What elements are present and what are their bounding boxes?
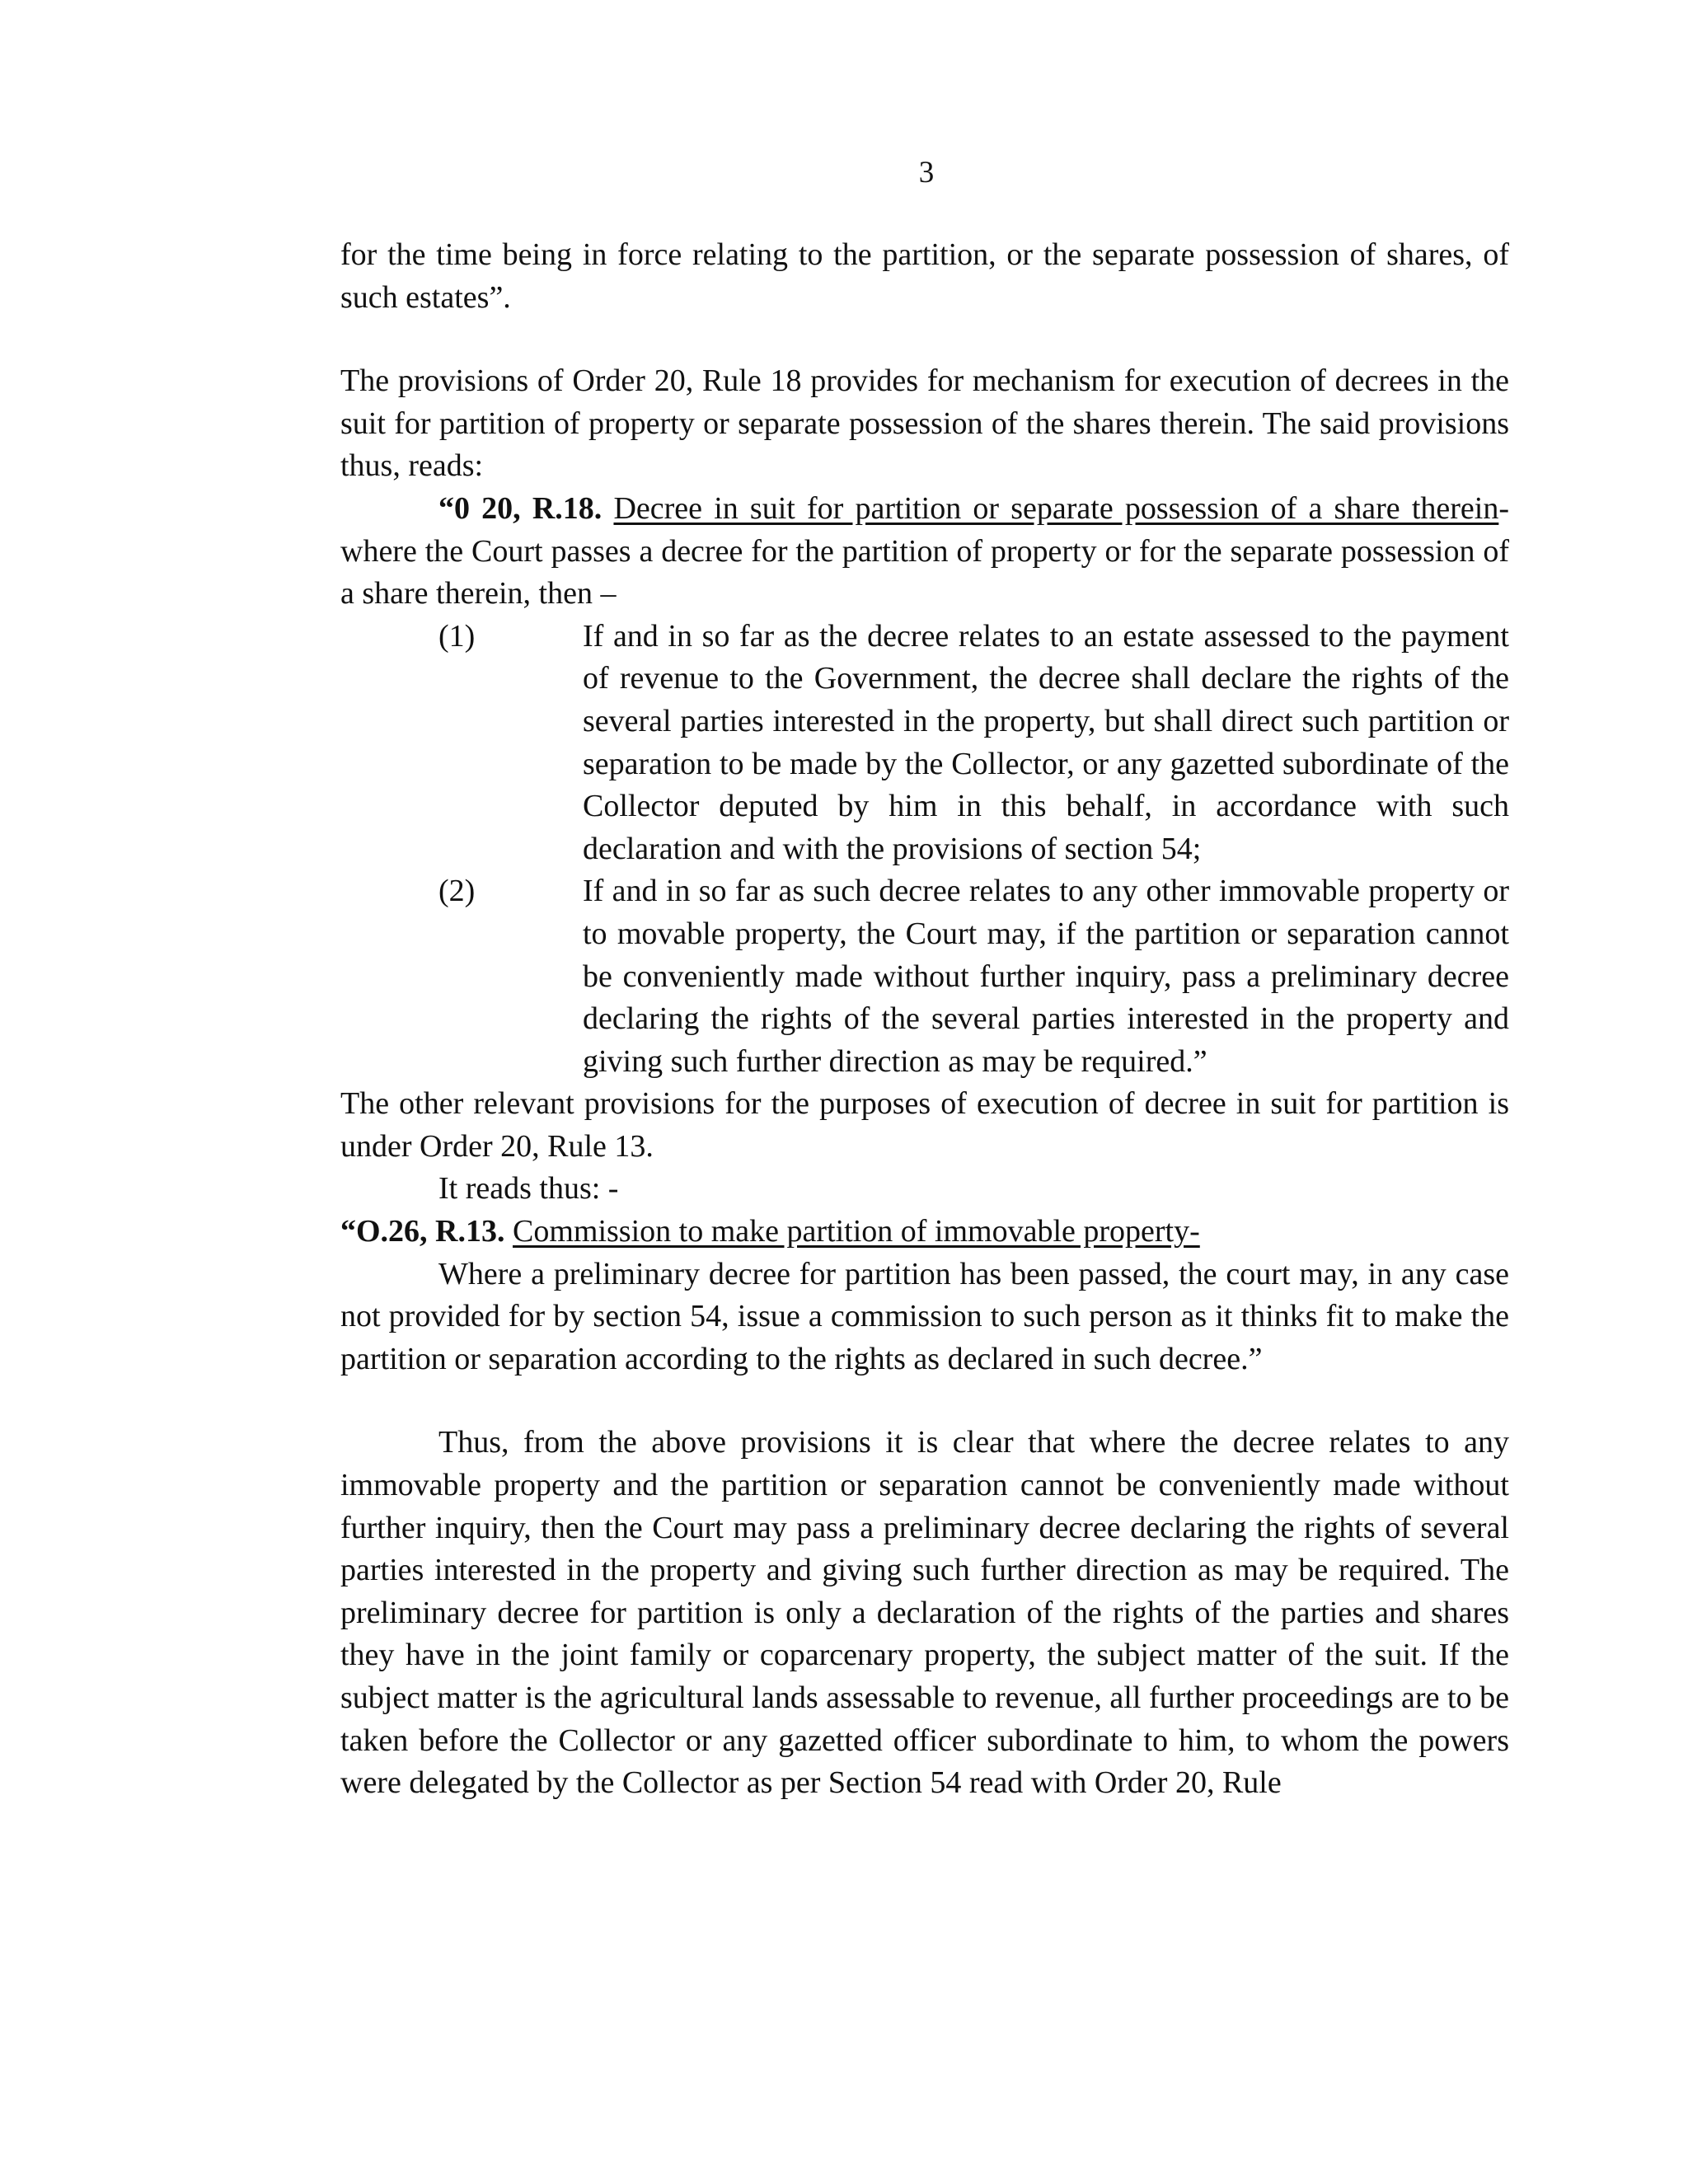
list-item-text: If and in so far as the decree relates to an estate assessed to the payment of revenue to the Government, the decree shall declare the rights of the several parties interested in the property, but shall direct such partition or separation to be made by the Collector, or any gazetted subordinate of the Collector deputed by him in this behalf, in accordance with such declaration and with the provisions of section 54; (583, 618, 1509, 866)
list-item-text: If and in so far as such decree relates to any other immovable property or to movable property, the Court may, if the partition or separation cannot be conveniently made without further inquiry, pass a preliminary decree declaring the rights of the several parties interested in the property and giving such further direction as may be required.” (583, 874, 1509, 1079)
reads-thus-line: It reads thus: - (438, 1171, 619, 1207)
paragraph-spacer (340, 1380, 1509, 1422)
list-item (340, 616, 1509, 871)
quote-order-20-rule-18 (340, 488, 1509, 616)
quote-text: - where the Court passes a decree for the partition of property or for the separate possession of a share therein, then – (340, 490, 1509, 612)
quote-order-26-rule-13-heading (340, 1211, 1509, 1254)
list-item-number: (2) (438, 874, 476, 909)
paragraph-conclusion: Thus, from the above provisions it is clear that where the decree relates to any immovable property and the partition or separation cannot be conveniently made without further inquiry, then the Court may pass a preliminary decree declaring the rights of several parties interested in the property and giving such further direction as may be required. The preliminary decree for partition is only a declaration of the rights of the parties and shares they have in the joint family or coparcenary property, the subject matter of the suit. If the subject matter is the agricultural lands assessable to revenue, all further proceedings are to be taken before the Collector or any gazetted officer subordinate to him, to whom the powers were delegated by the Collector as per Section 54 read with Order 20, Rule (340, 1425, 1509, 1801)
paragraph-spacer (340, 319, 1509, 360)
quote-heading: Commission to make partition of immovable property- (513, 1214, 1200, 1249)
paragraph-continuation: for the time being in force relating to the partition, or the separate possession of shares, of such estates”. (340, 237, 1509, 315)
quote-reference: “O.26, R.13. (340, 1214, 505, 1249)
list-item-number: (1) (438, 618, 476, 654)
quote-reference: “0 20, R.18. (438, 490, 603, 526)
page-number: 3 (918, 156, 935, 190)
page-content (340, 234, 1509, 1805)
quote-order-26-rule-13-text: Where a preliminary decree for partition has been passed, the court may, in any case not provided for by section 54, issue a commission to such person as it thinks fit to make the partition or separation according to the rights as declared in such decree.” (340, 1256, 1509, 1376)
paragraph-order-20-rule-18-intro: The provisions of Order 20, Rule 18 provides for mechanism for execution of decrees in the suit for partition of property or separate possession of the shares therein. The said provisions thus, reads: (340, 363, 1509, 484)
paragraph-other-provisions: The other relevant provisions for the purposes of execution of decree in suit for partition is under Order 20, Rule 13. (340, 1086, 1509, 1164)
list-item (340, 870, 1509, 1083)
quote-heading: Decree in suit for partition or separate possession of a share therein (613, 490, 1499, 526)
